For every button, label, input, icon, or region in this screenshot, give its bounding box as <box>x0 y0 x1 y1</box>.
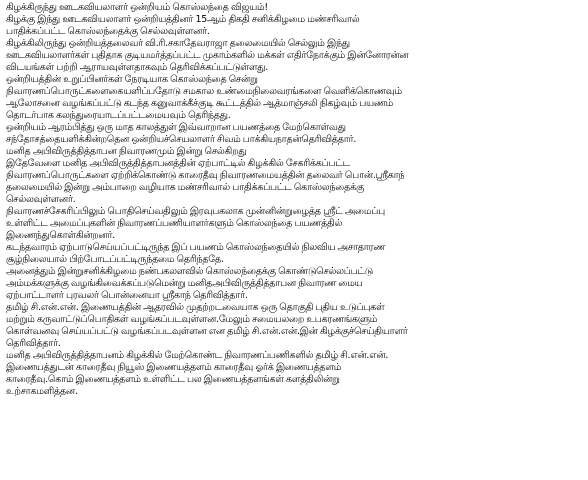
text-line: ஆலோசனை வழங்கப்பட்டு கடந்த கனுவாக்கீச்குடி கூட்டத்தில் ஆத்மாஞ்சலி நிகழ்வும் பயணம் <box>6 98 394 109</box>
text-line: தெரிவித்தார். <box>6 338 61 349</box>
text-line: கிழக்கிலிருந்து ஒன்றியத்தலைவர் வி.ரி.சகாதேவராஜா தலைமையில் செல்லும் இந்து <box>6 38 350 49</box>
text-line: கிழக்கிருந்து ஊடகவியலாளர் ஒன்றியம் கொஸ்லந்தை விஜயம்! <box>6 2 269 13</box>
text-line: மற்றும் கருவாட்டுப்பொதிகள் வழங்கப்படவுள்ளன.மேலும் சமையலறை உபகரணங்களும் <box>6 314 378 325</box>
text-line: தலைமையில் இன்று அம்பாறை வழியாக மண்சரிவால் பாதிக்கப்பட்ட கொஸ்லந்தைக்கு <box>6 182 365 193</box>
text-line: காரைதீவு.கொம் இணையத்தளம் உள்ளிட்ட பல இணையத்தளங்கள் களத்திலின்று <box>6 374 340 385</box>
paragraph-2 <box>6 74 583 122</box>
paragraph-8 <box>6 302 583 350</box>
text-line: சூழ்நிலையால் பிற்போடப்பட்டிருந்தமை தெரிந்ததே. <box>6 254 224 265</box>
text-line: விடயங்கள் பற்றி ஆராயவுள்ளதாகவும் தெரிவிக்கப்பட்டுள்ளது. <box>6 62 269 73</box>
paragraph-9 <box>6 350 583 398</box>
text-line: உற்சாகமளித்தன. <box>6 386 78 397</box>
paragraph-3 <box>6 122 583 146</box>
paragraph-1 <box>6 38 583 74</box>
text-line: நிவாரணச்சேகரிப்பிலும் பொதிசெய்வதிலும் இரவுபகலாக முன்னின்றுழைத்த ஸ்ரீட் அமைப்பு <box>6 206 385 217</box>
text-line: அம்மக்களுக்கு வழங்கிவைக்கப்படுமென்று மனிதஅபிவிருத்தித்தாபன நிவாரண மைய <box>6 278 363 289</box>
article-headline <box>6 2 583 38</box>
text-line: இணையத்துடன் காரைதீவு நியூஸ் இணையத்தளம் காரைதீவு ஓர்க் இணையத்தளம் <box>6 362 342 373</box>
text-line: அனைத்தும் இன்றுசனிக்கிழமை நண்பகலளவில் கொஸ்லந்தைக்கு கொண்டுசெல்லப்பட்டு <box>6 266 373 277</box>
paragraph-4 <box>6 158 583 206</box>
text-line: இணைந்துகொள்கின்றனர். <box>6 230 116 241</box>
text-line: கொள்வனவு செய்யப்பட்டு வழங்கப்படவுள்ளன என தமிழ் சி.என்.என்.இன் கிழக்குச்செய்தியாளர் <box>6 326 408 337</box>
text-line: கடந்தவாரம் ஏற்பாடுசெய்யப்பட்டிருந்த இப் பயணம் கொஸ்லந்தையில் நிலவிய அசாதாரண <box>6 242 386 253</box>
text-line: தமிழ் சி.என்.என். இணையத்தின் ஆதரவில் முதற்றடவையாக ஒரு தொகுதி புதிய உடுப்புகள் <box>6 302 385 313</box>
text-line: ஒன்றியம் ஆரம்பித்து ஒரு மாத காலத்துள் இவ்வாறான பயணத்தை மேற்கொள்வது <box>6 122 346 133</box>
text-line: மனித அபிவிருத்தித்தாபனம் கிழக்கில் மேற்கொண்ட நிவாரணப்பணிகளில் தமிழ் சி.என்.என். <box>6 350 389 361</box>
text-line: செல்லவுள்ளனர். <box>6 194 76 205</box>
paragraph-5 <box>6 206 583 242</box>
text-line: ஏற்பாட்டாளர் புரவலர் பொன்னையா ஸ்ரீகாந் தெரிவித்தார். <box>6 290 248 301</box>
text-line: நிவாரணப்பொருட்களைகையளிப்பதோடு சமகால உண்மைநிலைவரங்களை வெளிக்கொணவும் <box>6 86 402 97</box>
text-line: ஊடகவியலாளர்கள் புதிதாக குடியமர்த்தப்பட்ட முகாம்களில் மக்கள் எதிர்நோக்கும் இன்னோரன்ன <box>6 50 409 61</box>
text-line: இதேவேளை மனித அபிவிருத்தித்தாபனத்தின் ஏற்பாட்டில் கிழக்கில் சேகரிக்கப்பட்ட <box>6 158 350 169</box>
text-line: கிழக்கு இந்து ஊடகவியலாளர் ஒன்றியத்தினர் 15ஆம் திகதி சனிக்கிழமை மண்சரிவால் <box>6 14 360 25</box>
text-line: உள்ளிட்ட அமைப்புகளின் நிவாரணப்பணியாளர்களும் கொஸ்லந்தை பயணத்தில் <box>6 218 343 229</box>
text-line: நிவாரணப்பொருட்களை ஏற்றிக்கொண்டு காரைதீவு நிவாரணமையத்தின் தலைவர் பொன்.ஸ்ரீகாந் <box>6 170 405 181</box>
text-line: ஒன்றியத்தின் உறுப்பினர்கள் நேரடியாக கொஸ்லந்தை சென்று <box>6 74 258 85</box>
relief-heading <box>6 146 583 158</box>
text-line: தொடர்பாக கலந்துரையாடப்பட்டமையவும் தெரிந்தது. <box>6 110 231 121</box>
text-line: மனித அபிவிருத்தித்தாபன நிவாரணமும் இன்று செல்கிறது <box>6 146 247 157</box>
text-line: பாதிக்கப்பட்ட கொஸ்லந்தைக்கு செல்லவுள்ளனர். <box>6 26 210 37</box>
paragraph-6 <box>6 242 583 266</box>
text-line: சந்தோசத்தையளிக்கின்றதென ஒன்றியச்செயலாளர் சிவம் பாக்கியநாதன்தெரிவித்தார். <box>6 134 357 145</box>
paragraph-7 <box>6 266 583 302</box>
